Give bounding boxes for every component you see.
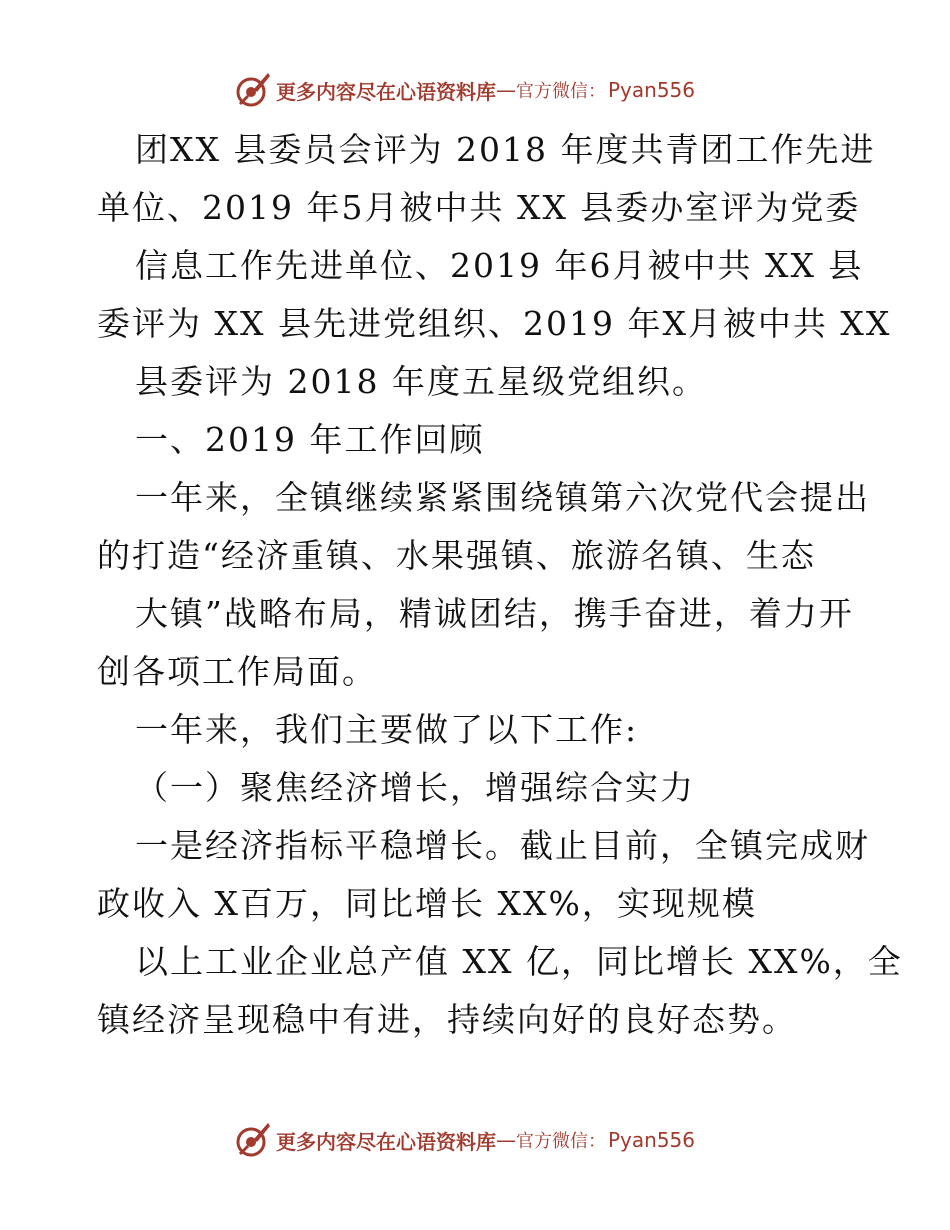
- body-line: 一是经济指标平稳增长。截止目前，全镇完成财: [135, 826, 870, 865]
- watermark-wechat-id: Pyan556: [608, 1128, 696, 1152]
- quill-pen-logo-icon: [232, 1120, 272, 1160]
- body-line: 委评为 XX 县先进党组织、2019 年X月被中共 XX: [97, 304, 892, 343]
- watermark-slogan: 更多内容尽在心语资料库: [276, 79, 496, 104]
- body-line: 一年来，全镇继续紧紧围绕镇第六次党代会提出: [135, 478, 870, 517]
- body-line: 政收入 X百万，同比增长 XX%，实现规模: [97, 884, 757, 923]
- watermark-dash: —: [496, 1128, 516, 1152]
- subsection-heading: （一）聚焦经济增长，增强综合实力: [135, 768, 695, 807]
- body-line: 大镇”战略布局，精诚团结，携手奋进，着力开: [135, 594, 854, 633]
- watermark-wechat-id: Pyan556: [608, 78, 696, 102]
- body-line: 以上工业企业总产值 XX 亿，同比增长 XX%，全: [135, 942, 903, 981]
- watermark-wechat-label: 官方微信：: [516, 81, 606, 102]
- body-line: 一年来，我们主要做了以下工作:: [135, 710, 639, 749]
- footer-watermark: [232, 1120, 695, 1160]
- body-line: 的打造“经济重镇、水果强镇、旅游名镇、生态: [97, 536, 816, 575]
- body-line: 单位、2019 年5月被中共 XX 县委办室评为党委: [97, 188, 861, 227]
- body-line: 县委评为 2018 年度五星级党组织。: [135, 362, 707, 401]
- watermark-wechat-label: 官方微信：: [516, 1131, 606, 1152]
- body-line: 信息工作先进单位、2019 年6月被中共 XX 县: [135, 246, 864, 285]
- body-line: 镇经济呈现稳中有进，持续向好的良好态势。: [97, 1000, 797, 1039]
- header-watermark: [232, 70, 695, 110]
- watermark-slogan: 更多内容尽在心语资料库: [276, 1129, 496, 1154]
- watermark-dash: —: [496, 78, 516, 102]
- quill-pen-logo-icon: [232, 70, 272, 110]
- body-line: 创各项工作局面。: [97, 652, 377, 691]
- body-line: 团XX 县委员会评为 2018 年度共青团工作先进: [135, 130, 876, 169]
- section-heading: 一、2019 年工作回顾: [135, 420, 485, 459]
